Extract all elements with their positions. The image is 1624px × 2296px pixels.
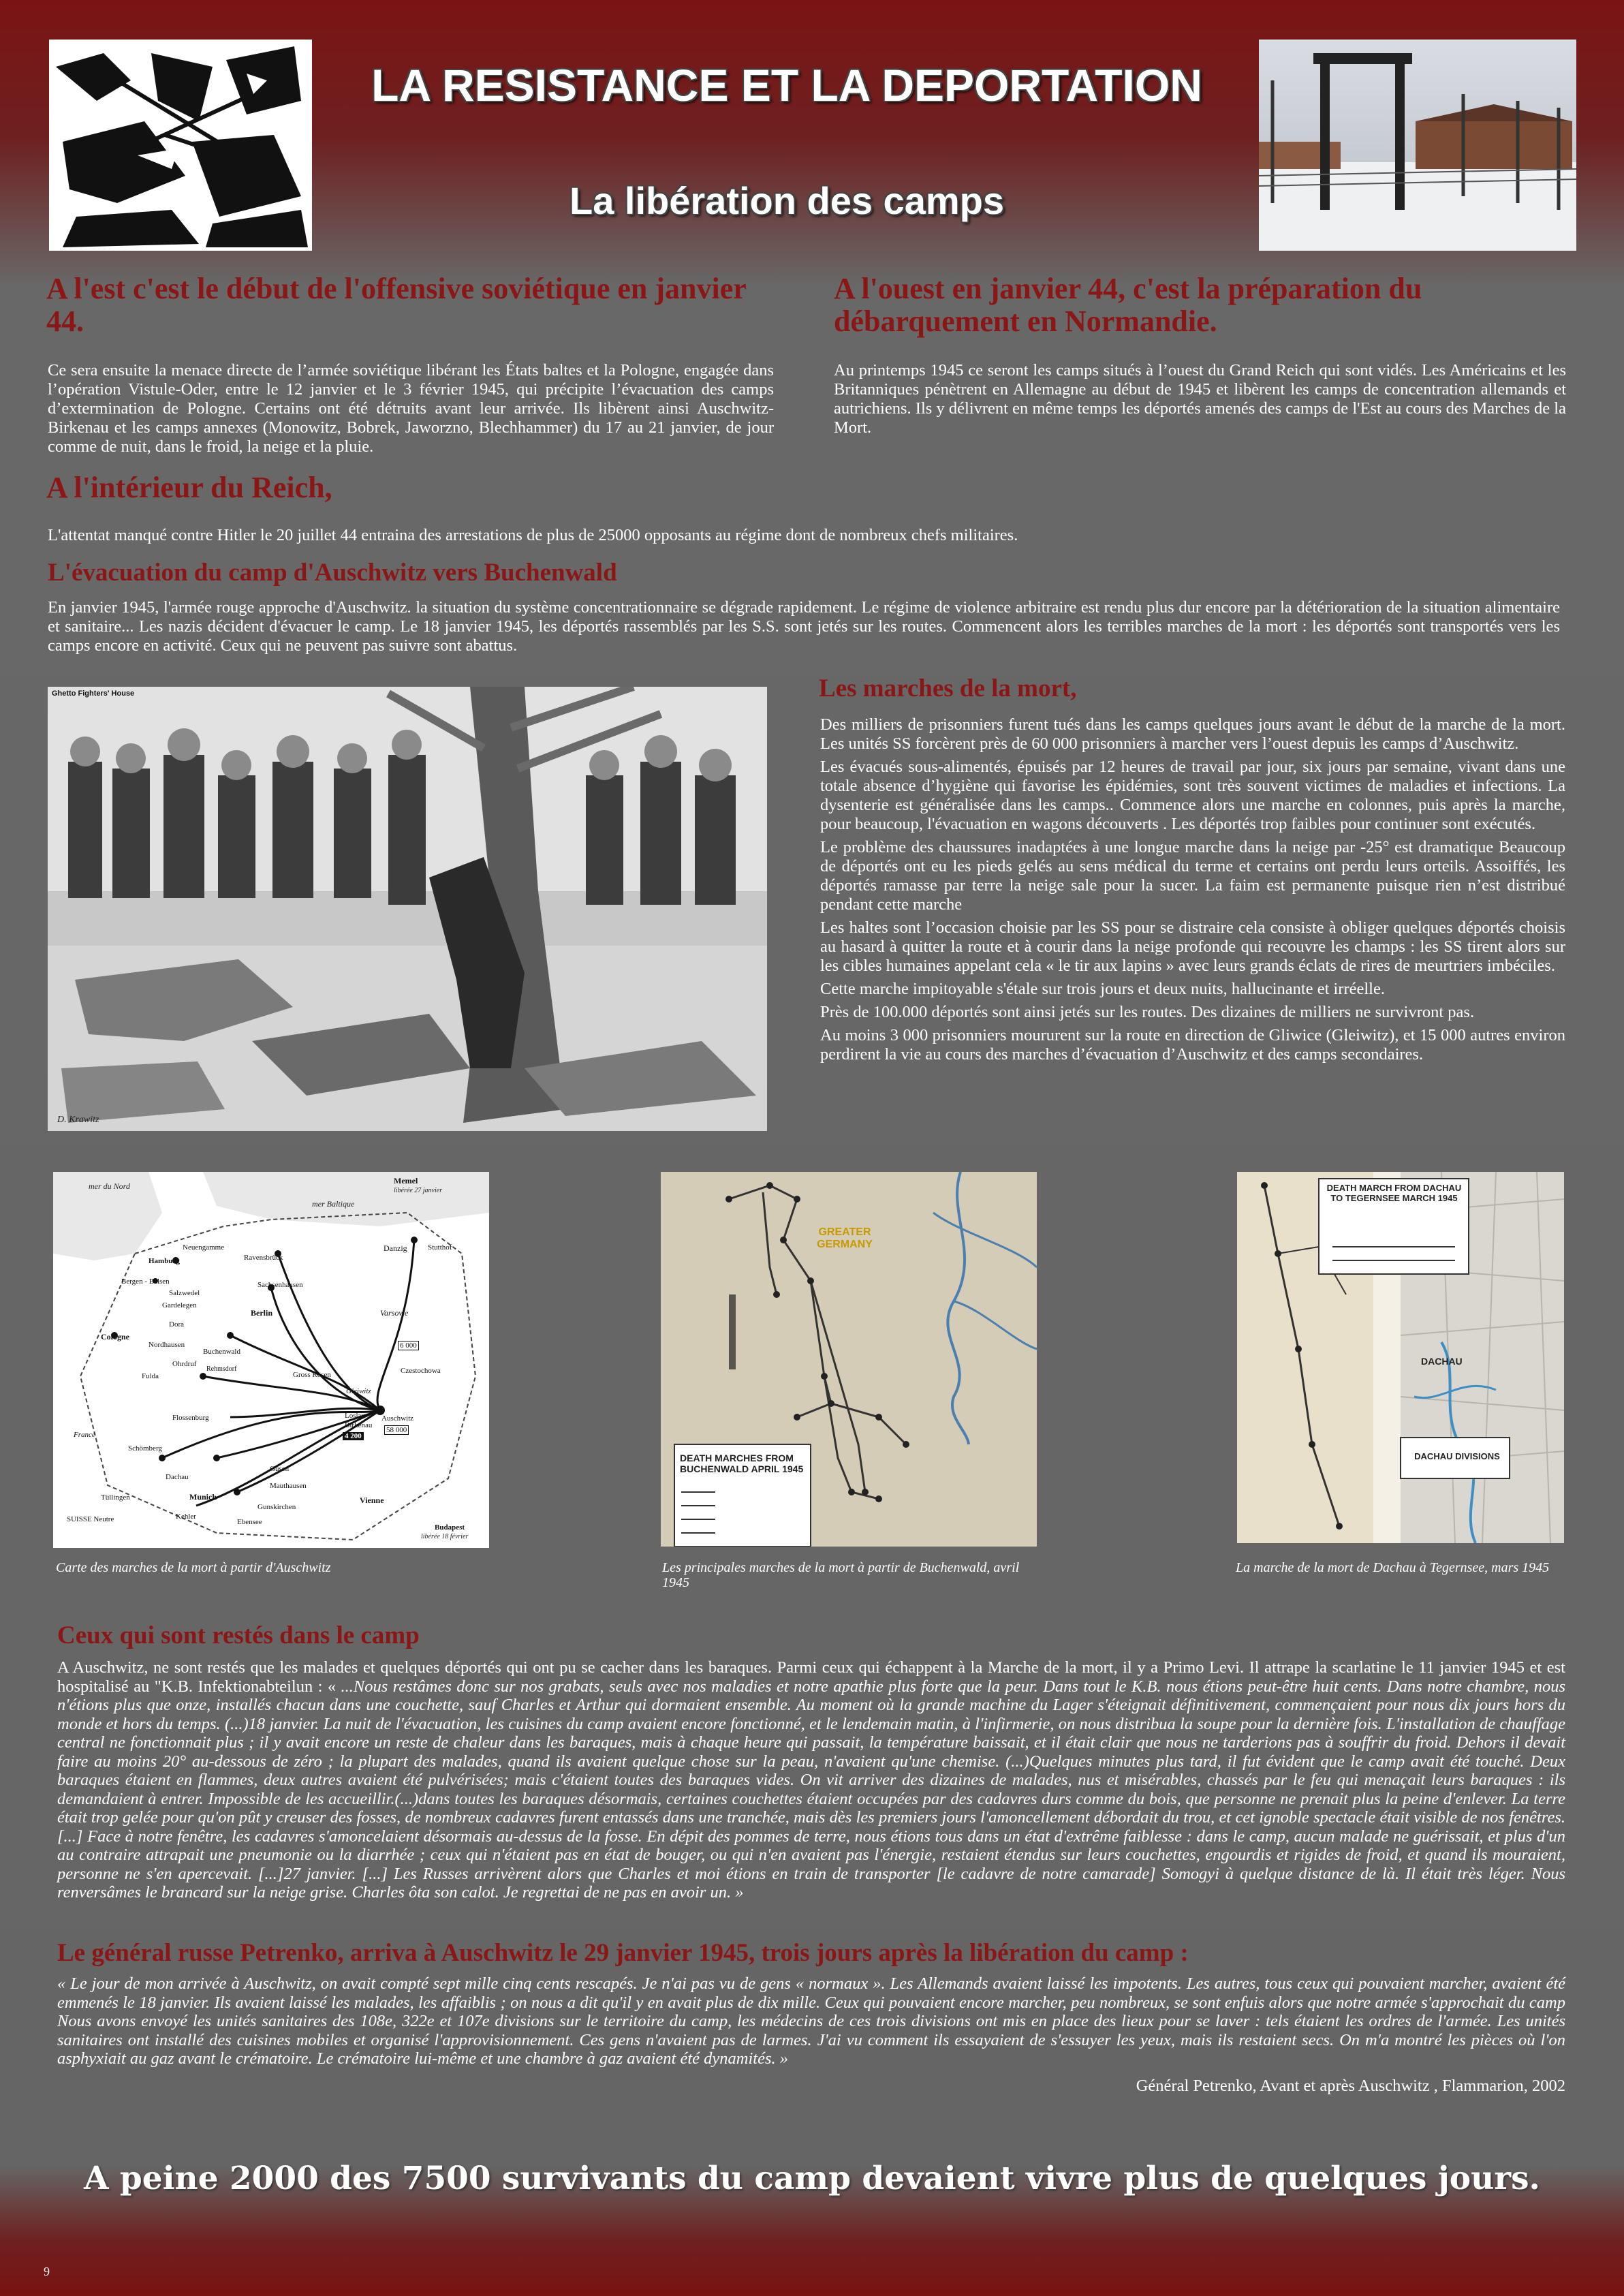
map-label: Dachau bbox=[166, 1473, 189, 1481]
map-label: Gross Rosen bbox=[293, 1371, 331, 1379]
map-label: Gardelegen bbox=[162, 1301, 197, 1309]
death-march-photo bbox=[48, 687, 767, 1131]
map-label: Munich bbox=[189, 1492, 217, 1502]
map-label: DEATH MARCH FROM DACHAU TO TEGERNSEE MARCH 1945 bbox=[1326, 1183, 1462, 1203]
map-label: Kehler bbox=[176, 1512, 196, 1521]
marches-paragraph: Au moins 3 000 prisonniers moururent sur la route en direction de Gliwice (Gleiwitz), et 15 000 autres environ perdirent la vie au cours des marches d’évacuation d’Auschwitz et des camps secondaires. bbox=[820, 1026, 1565, 1064]
map-label: Dora bbox=[169, 1320, 184, 1329]
photo-credit: Ghetto Fighters' House bbox=[52, 689, 135, 698]
page-title: LA RESISTANCE ET LA DEPORTATION bbox=[371, 60, 1202, 110]
marches-text bbox=[820, 715, 1565, 1068]
reich-heading: A l'intérieur du Reich, bbox=[46, 471, 332, 504]
page-subtitle: La libération des camps bbox=[569, 179, 1004, 222]
map-label: Stutthof bbox=[428, 1243, 452, 1252]
map-label: Auschwitz bbox=[381, 1414, 414, 1423]
map-label: GREATER GERMANY bbox=[817, 1226, 873, 1250]
petrenko-quote: « Le jour de mon arrivée à Auschwitz, on avait compté sept mille cinq cents rescapés. Je n'ai pas vu de gens « normaux ». Les Allemands avaient laissé les impotents. Les autres, tous ceux qui pouvaient marcher, avaient été emmenés le 18 janvier. Ils avaient laissé les malades, les affaiblis ; on nous a dit qu'il y en avait plus de dix mille. Ceux qui pouvaient encore marcher, peu nombreux, se sont enfuis alors que notre armée s'approchait du camp Nous avons envoyé les unités sanitaires des 108e, 322e et 107e divisions sur le territoire du camp, les médecins de ces trois divisions ont mis en place des lieux pour se laver : tels étaient les ordres de l'armée. Les unités sanitaires ont installé des cuisines mobiles et organisé l'approvisionnement. Ces gens n'avaient pas de larmes. J'ai vu comment ils essayaient de s'essuyer les yeux, mais ils restaient secs. On m'a montré les pièces où l'on asphyxiait au gaz avant le crématoire. Le crématoire lui-même et une chambre à gaz avaient été dynamités. » bbox=[57, 1974, 1565, 2068]
auschwitz-march-map bbox=[53, 1172, 489, 1548]
primo-levi-quote: ...Nous restâmes donc sur nos grabats, seuls avec nos maladies et notre apathie plus forte que la peur. Dans tout le K.B. nous étions peut-être huit cents. Dans notre chambre, nous n'étions plus que onze, installés chacun dans une couchette, sauf Charles et Arthur qui dormaient ensemble. Au moment où la grande machine du Lager s'éteignait définitivement, commençaient pour nous dix jours hors du monde et hors du temps. (...)18 janvier. La nuit de l'évacuation, les cuisines du camp avaient encore fonctionné, et le lendemain matin, à l'infirmerie, on nous distribua la soupe pour la dernière fois. L'installation de chauffage central ne fonctionnait plus ; il y avait encore un reste de chaleur dans les baraques, mais à chaque heure qui passait, la température baissait, et il était clair que nous ne tarderions pas à souffrir du froid. Dehors il devait faire au moins 20° au-dessous de zéro ; la plupart des malades, quand ils avaient quelque chose sur la peau, n'avaient qu'une chemise. (...)Quelques minutes plus tard, il fut évident que le camp avait été touché. Deux baraques étaient en flammes, deux autres avaient été pulvérisées; mais c'étaient toutes des baraques vides. On vit arriver des dizaines de malades, nus et misérables, chassés par le feu qui menaçait leurs baraques : ils demandaient à entrer. Impossible de les accueillir.(...)dans toutes les baraques désormais, certaines couchettes étaient occupées par des cadavres durs comme du bois, que personne ne prenait plus la peine d'enlever. La terre était trop gelée pour qu'on pût y creuser des fosses, de nombreux cadavres furent entassés dans une tranchée, mais dès les premiers jours l'amoncellement débordait du trou, et cet ignoble spectacle était visible de nos fenêtres. [...] Face à notre fenêtre, les cadavres s'amoncelaient désormais au-dessus de la fosse. En dépit des pommes de terre, nous étions tous dans un état d'extrême faiblesse : dans le camp, aucun malade ne guérissait, et plus d'un au contraire attrapait une pneumonie ou la diarrhée ; ceux qui n'étaient pas en état de bouger, ou qui n'en avaient pas l'énergie, restaient étendus sur leurs couchettes, engourdis et rigides de froid, et quand ils mouraient, personne ne s'en apercevait. [...]27 janvier. [...] Les Russes arrivèrent alors que Charles et moi étions en train de transporter [le cadavre de notre camarade] Somogyi à quelque distance de là. Il était très léger. Nous renversâmes le brancard sur la neige grise. Charles ôta son calot. Je regrettai de ne pas en avoir un. » bbox=[57, 1677, 1565, 1902]
evacuation-text: En janvier 1945, l'armée rouge approche d'Auschwitz. la situation du système concentrationnaire se dégrade rapidement. Le régime de violence arbitraire est rendu plus dur encore par la détérioration de la situation alimentaire et sanitaire... Les nazis décident d'évacuer le camp. Le 18 janvier 1945, les déportés rassemblés par les S.S. sont jetés sur les routes. Commencent alors les terribles marches de la mort : les déportés sont transportés vers les camps encore en activité. Ceux qui ne peuvent pas suivre sont abattus. bbox=[48, 598, 1560, 655]
map-label: libérée 27 janvier bbox=[394, 1187, 443, 1194]
remained-intro: A Auschwitz, ne sont restés que les malades et quelques déportés qui ont pu se cacher dans les baraques. Parmi ceux qui échappent à la Marche de la mort, il y a Primo Levi. Il attrape la scarlatine le 11 janvier 1945 et est hospitalisé au "K.B. Infektionabteilun : « bbox=[57, 1658, 1565, 1696]
map-label: Mauthausen bbox=[270, 1482, 307, 1490]
map-label: Gunskirchen bbox=[257, 1503, 296, 1511]
map-label: Buchenwald bbox=[203, 1348, 240, 1356]
conclusion-text: A peine 2000 des 7500 survivants du camp devaient vivre plus de quelques jours. bbox=[84, 2160, 1540, 2197]
map-label: mer Baltique bbox=[312, 1199, 355, 1209]
header-camp-gate-image bbox=[1259, 40, 1576, 251]
east-text: Ce sera ensuite la menace directe de l’armée soviétique libérant les États baltes et la Pologne, engagée dans l’opération Vistule-Oder, entre le 12 janvier et le 3 février 1945, qui précipite l’évacuation des camps d’extermination de Pologne. Certains ont été détruits avant leur arrivée. Ils libèrent ainsi Auschwitz-Birkenau et les camps annexes (Monowitz, Bobrek, Jaworzno, Blechhammer) du 17 au 21 janvier, de jour comme de nuit, dans le froid, la neige et la pluie. bbox=[48, 361, 774, 456]
marches-paragraph: Les haltes sont l’occasion choisie par les SS pour se distraire cela consiste à obliger quelques déportés choisis au hasard à quitter la route et à courir dans la neige profonde qui recouvre les champs : les SS tirent alors sur les cibles humaines appelant cela « le tir aux lapins » avec leurs grands éclats de rires de meurtriers imbéciles. bbox=[820, 918, 1565, 975]
map-caption: Les principales marches de la mort à partir de Buchenwald, avril 1945 bbox=[662, 1560, 1020, 1590]
west-heading: A l'ouest en janvier 44, c'est la préparation du débarquement en Normandie. bbox=[834, 272, 1422, 338]
east-heading: A l'est c'est le début de l'offensive soviétique en janvier 44. bbox=[46, 272, 746, 338]
map-label: Gleiwitz bbox=[346, 1387, 371, 1395]
evacuation-heading: L'évacuation du camp d'Auschwitz vers Buchenwald bbox=[48, 559, 617, 587]
buchenwald-march-map bbox=[661, 1172, 1037, 1547]
dachau-march-map bbox=[1237, 1172, 1564, 1543]
map-label: Vienne bbox=[360, 1495, 384, 1505]
map-label: Budapest bbox=[435, 1523, 465, 1532]
map-label: Loslau bbox=[345, 1412, 365, 1420]
photo-signature: D. Krawitz bbox=[57, 1115, 99, 1125]
map-label: SUISSE Neutre bbox=[67, 1515, 114, 1523]
petrenko-heading: Le général russe Petrenko, arriva à Auschwitz le 29 janvier 1945, trois jours après la libération du camp : bbox=[57, 1939, 1189, 1967]
map-label: Hamburg bbox=[149, 1257, 180, 1265]
petrenko-source: Général Petrenko, Avant et après Auschwitz , Flammarion, 2002 bbox=[1136, 2077, 1565, 2095]
west-text: Au printemps 1945 ce seront les camps situés à l’ouest du Grand Reich qui sont vidés. Les Américains et les Britanniques pénètrent en Allemagne au début de 1945 et libèrent les camps de concentration allemands et autrichiens. Ils y délivrent en même temps les déportés amenés des camps de l'Est au cours des Marches de la Mort. bbox=[834, 361, 1566, 437]
page-number: 9 bbox=[44, 2265, 50, 2278]
map-label: 6 000 bbox=[398, 1341, 419, 1350]
remained-heading: Ceux qui sont restés dans le camp bbox=[57, 1622, 420, 1649]
map-label: Ohrdruf bbox=[172, 1360, 197, 1368]
map-label: Gusen bbox=[270, 1465, 290, 1473]
map-label: Sachsenhausen bbox=[257, 1281, 303, 1289]
map-label: mer du Nord bbox=[89, 1181, 130, 1191]
map-label: 58 000 bbox=[384, 1425, 409, 1435]
map-label: Ebensee bbox=[237, 1518, 262, 1526]
marches-heading: Les marches de la mort, bbox=[819, 674, 1077, 702]
map-label: Rehmsdorf bbox=[206, 1365, 237, 1373]
map-label: Ravensbrück bbox=[244, 1254, 283, 1262]
map-label: Flossenburg bbox=[172, 1414, 209, 1422]
map-label: France bbox=[74, 1431, 95, 1439]
marches-paragraph: Des milliers de prisonniers furent tués dans les camps quelques jours avant le début de la marche de la mort. Les unités SS forcèrent près de 60 000 prisonniers à marcher vers l’ouest depuis les camps d’Auschwitz. bbox=[820, 715, 1565, 753]
map-label: Nordhausen bbox=[149, 1341, 185, 1349]
marches-paragraph: Cette marche impitoyable s'étale sur trois jours et deux nuits, hallucinante et irréelle. bbox=[820, 980, 1385, 998]
map-label: Berlin bbox=[251, 1308, 272, 1318]
header-woodcut-image bbox=[49, 40, 312, 251]
map-label: DACHAU DIVISIONS bbox=[1414, 1451, 1500, 1461]
map-label: 4 200 bbox=[343, 1432, 364, 1440]
map-label: Fulda bbox=[142, 1372, 159, 1380]
map-caption: La marche de la mort de Dachau à Tegernsee, mars 1945 bbox=[1236, 1560, 1550, 1575]
marches-paragraph: Près de 100.000 déportés sont ainsi jetés sur les routes. Des dizaines de milliers ne survivront pas. bbox=[820, 1003, 1475, 1021]
map-label: Bergen - Belsen bbox=[121, 1277, 170, 1286]
map-label: Czestochowa bbox=[401, 1367, 441, 1375]
map-caption: Carte des marches de la mort à partir d'Auschwitz bbox=[56, 1560, 331, 1575]
map-label: Memel bbox=[394, 1176, 418, 1185]
map-label: Birkenau bbox=[345, 1421, 373, 1429]
reich-text: L'attentat manqué contre Hitler le 20 juillet 44 entraina des arrestations de plus de 25000 opposants au régime dont de nombreux chefs militaires. bbox=[48, 526, 1018, 544]
marches-paragraph: Le problème des chaussures inadaptées à une longue marche dans la neige par -25° est dramatique Beaucoup de déportés ont eu les pieds gelés au sens médical du terme et certains ont perdu leurs orteils. Assoiffés, les déportés ramasse par terre la neige sale pour la sucer. La faim est permanente puisque rien n’est distribué pendant cette marche bbox=[820, 838, 1565, 914]
map-label: Tüllingen bbox=[101, 1493, 130, 1502]
map-label: Salzwedel bbox=[169, 1289, 200, 1297]
map-label: Cologne bbox=[101, 1332, 129, 1341]
map-label: libérée 18 février bbox=[421, 1533, 469, 1540]
map-label: Neuengamme bbox=[183, 1243, 225, 1252]
map-label: Danzig bbox=[384, 1243, 407, 1253]
map-label: DEATH MARCHES FROM BUCHENWALD APRIL 1945 bbox=[680, 1453, 804, 1474]
map-label: DACHAU bbox=[1421, 1356, 1463, 1367]
map-label: Schömberg bbox=[128, 1444, 162, 1453]
remained-text bbox=[57, 1658, 1565, 1902]
map-label: Varsovie bbox=[380, 1308, 409, 1318]
marches-paragraph: Les évacués sous-alimentés, épuisés par 12 heures de travail par jour, six jours par semaine, vivant dans une totale absence d’hygiène qui favorise les épidémies, sont très souvent victimes de maladies et infections. La dysenterie est généralisée dans les camps.. Commence alors une marche en colonnes, puis après la marche, pour beaucoup, l'évacuation en wagons découverts . Les déportés trop faibles pour continuer sont exécutés. bbox=[820, 758, 1565, 833]
